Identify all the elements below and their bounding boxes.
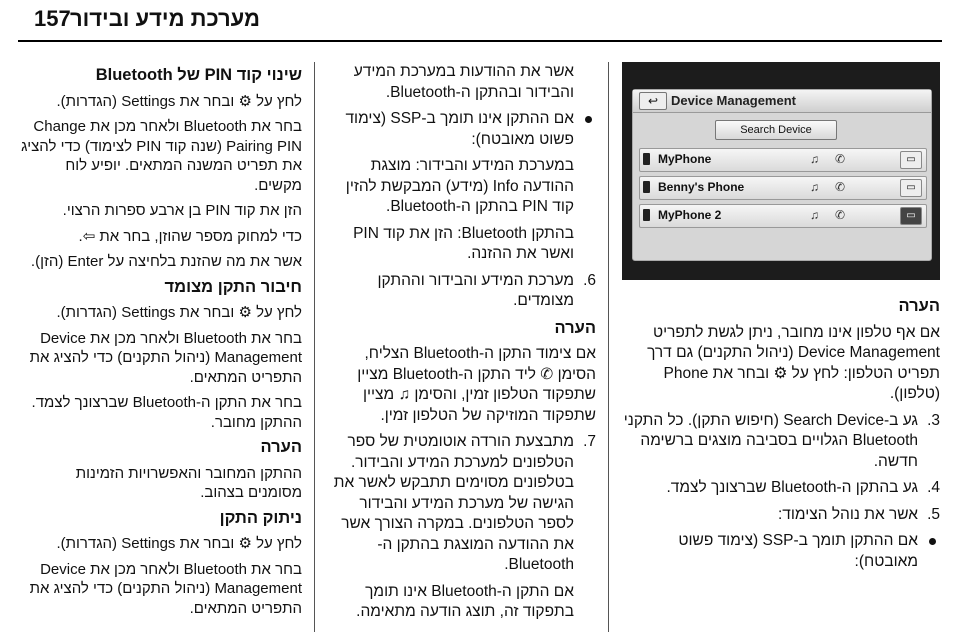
delete-icon: ▭ [900, 151, 922, 169]
note-text: אם צימוד התקן ה-Bluetooth הצליח, הסימן ✆ ליד התקן ה-Bluetooth מציין שתפקוד הטלפון זמין, והסימן ♫ מציין שתפקוד המוזיקה של הטלפון זמין. [357, 345, 596, 424]
step-3: 3. גע ב-Search Device (חיפוש התקן). כל התקני Bluetooth הגלויים בסביבה מוצגים ברשימה חדשה. [623, 411, 940, 470]
phone-call-icon: ✆ [835, 208, 846, 222]
right-column [622, 292, 940, 578]
section-heading: חיבור התקן מצומד [164, 277, 302, 296]
note-title: הערה [260, 438, 302, 456]
music-icon: ♫ [810, 152, 819, 166]
phone-call-icon: ✆ [835, 180, 846, 194]
paragraph: בחר את התקן ה-Bluetooth שברצונך לצמד. ההתקן מחובר. [31, 394, 302, 431]
middle-column [326, 62, 596, 629]
device-name: Benny's Phone [658, 180, 745, 194]
paragraph: לחץ על ⚙ ובחר את Settings (הגדרות). [56, 92, 302, 110]
column-divider [314, 62, 315, 632]
device-row [639, 148, 927, 172]
note-text: ההתקן המחובר והאפשרויות הזמינות מסומנים בצהוב. [75, 464, 302, 501]
back-icon: ↩ [639, 92, 667, 110]
screen-title: Device Management [671, 93, 796, 108]
paragraph: אשר את ההודעות במערכת המידע והבידור ובהתקן ה-Bluetooth. [353, 63, 574, 101]
paragraph: לחץ על ⚙ ובחר את Settings (הגדרות). [56, 535, 302, 552]
left-column [18, 62, 302, 624]
delete-icon: ▭ [900, 179, 922, 197]
paragraph: בחר את Bluetooth ולאחר מכן את Device Management (ניהול התקנים) כדי להציג את התפריט המתאים. [29, 329, 302, 386]
note-title: הערה [554, 318, 596, 337]
device-name: MyPhone [658, 152, 712, 166]
paragraph: אם התקן ה-Bluetooth אינו תומך בתפקוד זה, תוצג הודעה מתאימה. [356, 582, 574, 620]
section-heading: שינוי קוד PIN של Bluetooth [95, 66, 302, 84]
section-heading: ניתוק התקן [219, 508, 302, 527]
page-number: 157 [34, 6, 71, 31]
paragraph: בהתקן Bluetooth: הזן את קוד PIN ואשר את ההזנה. [353, 224, 574, 262]
paragraph: בחר את Bluetooth ולאחר מכן את Device Management (ניהול התקנים) כדי להציג את התפריט המתאים. [29, 560, 302, 617]
paragraph: כדי למחוק מספר שהוזן, בחר את ⇦. [78, 227, 302, 245]
paragraph: לחץ על ⚙ ובחר את Settings (הגדרות). [56, 304, 302, 321]
device-name: MyPhone 2 [658, 208, 722, 222]
phone-icon [643, 181, 650, 193]
note-text: אם אף טלפון אינו מחובר, ניתן לגשת לתפריט Device Management (ניהול התקנים) גם דרך תפריט הטלפון: לחץ על ⚙ ובחר את Phone (טלפון). [647, 323, 940, 402]
phone-icon [643, 153, 650, 165]
device-management-screen [632, 89, 932, 261]
paragraph: אשר את מה שהזנת בלחיצה על Enter (הזן). [30, 253, 302, 270]
header-rule [18, 40, 942, 42]
device-row [639, 204, 927, 228]
step-6: 6. מערכת המידע והבידור וההתקן מצומדים. [377, 271, 596, 309]
step-7: 7. מתבצעת הורדה אוטומטית של ספר הטלפונים למערכת המידע והבידור. בטלפונים מסוימים תתבקש לאשר את הגישה של מערכת המידע והבידור לספר הטלפונים. במקרה הצורך אשר את ההודעה המוצגת בהתקן ה-Bluetooth. [333, 433, 596, 573]
bullet-no-ssp: אם ההתקן אינו תומך ב-SSP (צימוד פשוט מאובטח): [326, 109, 596, 150]
phone-call-icon: ✆ [835, 152, 846, 166]
delete-icon: ▭ [900, 207, 922, 225]
device-row [639, 176, 927, 200]
screen-illustration [622, 62, 940, 280]
page-header [0, 0, 960, 44]
paragraph: במערכת המידע והבידור: מוצגת ההודעה Info (מידע) המבקשת להזין קוד PIN בהתקן ה-Bluetooth. [345, 157, 574, 215]
step-5: 5. אשר את נוהל הצימוד: [777, 505, 940, 523]
page-title: מערכת מידע ובידור [69, 6, 260, 31]
step-4: 4. גע בהתקן ה-Bluetooth שברצונך לצמד. [666, 479, 940, 496]
phone-icon [643, 209, 650, 221]
search-device-button: Search Device [715, 120, 837, 140]
screen-title-bar [633, 90, 931, 113]
music-icon: ♫ [810, 180, 819, 194]
bullet-ssp: אם ההתקן תומך ב-SSP (צימוד פשוט מאובטח): [622, 531, 940, 572]
paragraph: הזן את קוד PIN בן ארבע ספרות הרצוי. [62, 202, 302, 219]
paragraph: בחר את Bluetooth ולאחר מכן את Change Pairing PIN (שנה קוד PIN לצימוד) כדי להציג את תפריט המשנה המתאים. יופיע לוח מקשים. [21, 118, 302, 194]
column-divider [608, 62, 609, 632]
music-icon: ♫ [810, 208, 819, 222]
note-title: הערה [898, 297, 940, 315]
